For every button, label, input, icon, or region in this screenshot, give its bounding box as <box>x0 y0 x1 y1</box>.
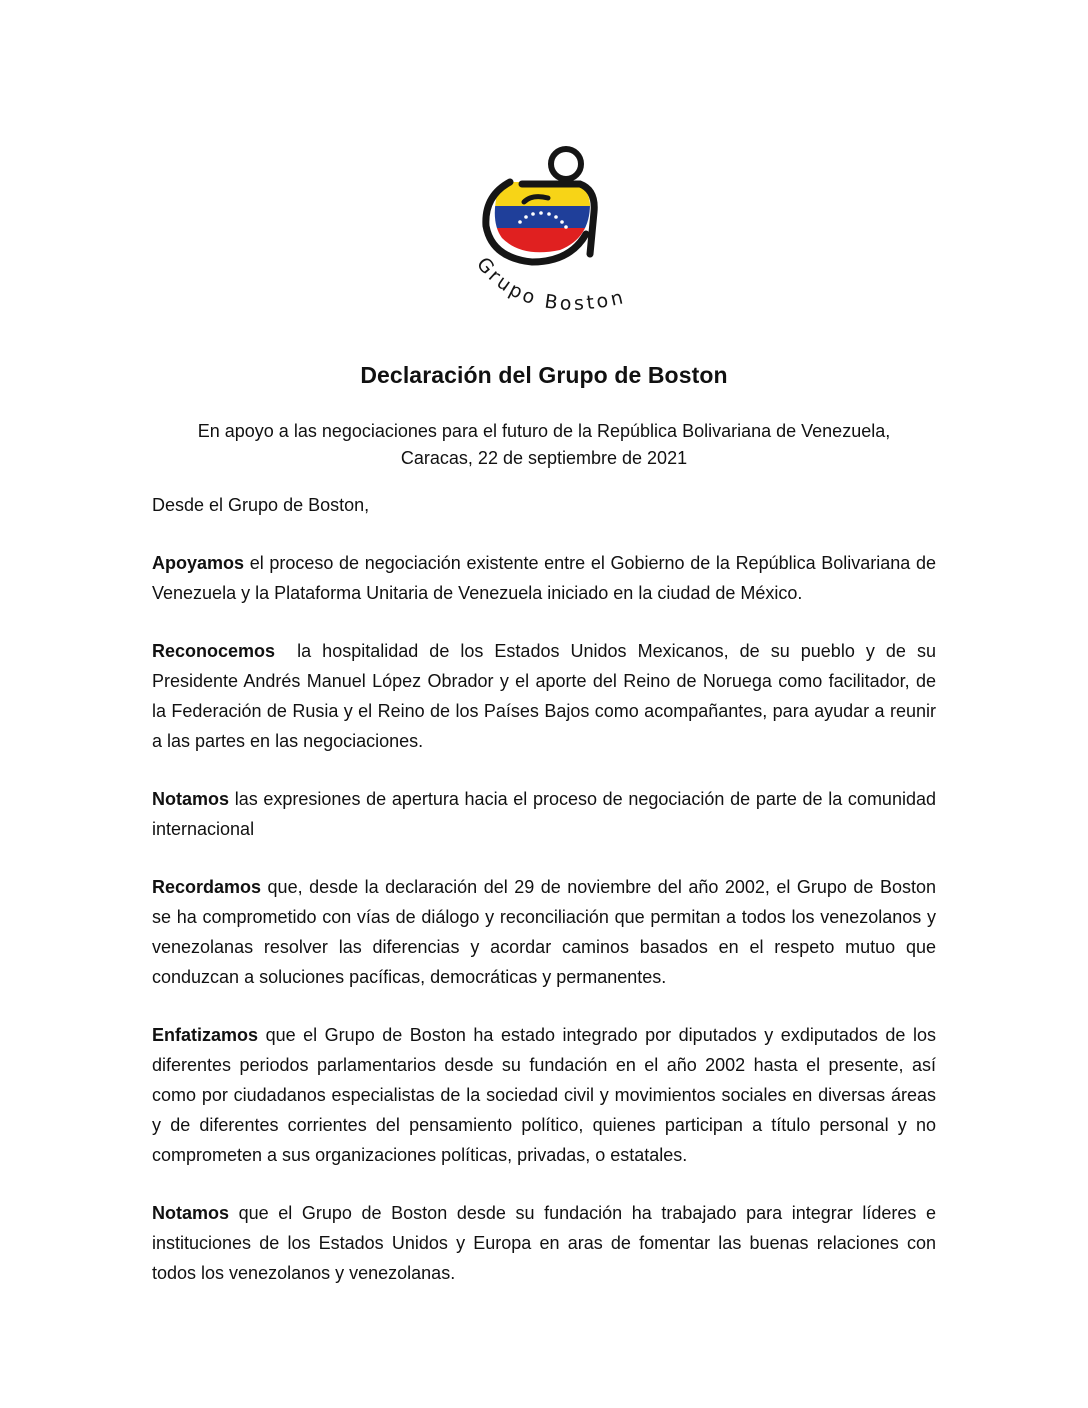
paragraph-text: la hospitalidad de los Estados Unidos Mexicanos, de su pueblo y de su Presidente Andrés Manuel López Obrador y el aporte del Reino de Noruega como facilitador, de la Federación de Rusia y el Reino de los Países Bajos como acompañantes, para ayudar a reunir a las partes en las negociaciones. <box>152 641 942 751</box>
document-title: Declaración del Grupo de Boston <box>360 362 728 388</box>
paragraph-text: que, desde la declaración del 29 de noviembre del año 2002, el Grupo de Boston se ha comprometido con vías de diálogo y reconciliación que permitan a todos los venezolanos y venezolanas resolver las diferencias y acordar caminos basados en el respeto mutuo que conduzcan a soluciones pacíficas, democráticas y permanentes. <box>152 877 936 987</box>
paragraph-lead: Enfatizamos <box>152 1025 259 1045</box>
greeting: Desde el Grupo de Boston, <box>152 495 370 515</box>
paragraph-reconocemos <box>152 636 942 756</box>
subtitle-line-2: Caracas, 22 de septiembre de 2021 <box>400 448 688 468</box>
paragraph-text: que el Grupo de Boston ha estado integrado por diputados y exdiputados de los diferentes periodos parlamentarios desde su fundación en el año 2002 hasta el presente, así como por ciudadanos especialistas de la sociedad civil y movimientos sociales en diversas áreas y de diferentes corrientes del pensamiento político, quienes participan a título personal y no comprometen a sus organizaciones políticas, privadas, o estatales. <box>152 1025 936 1165</box>
paragraph-recordamos <box>152 872 936 992</box>
paragraph-notamos-1 <box>152 784 936 844</box>
paragraph-lead: Apoyamos <box>152 553 245 573</box>
paragraph-text: las expresiones de apertura hacia el proceso de negociación de parte de la comunidad internacional <box>152 789 936 839</box>
head-circle-shape <box>551 149 581 179</box>
logo-wordmark: Grupo Boston <box>472 253 628 315</box>
paragraph-lead: Notamos <box>152 1203 230 1223</box>
document-body <box>152 490 942 1316</box>
grupo-boston-logo <box>462 138 628 338</box>
paragraph-enfatizamos <box>152 1020 936 1170</box>
document-subtitle <box>150 418 938 472</box>
paragraph-text: que el Grupo de Boston desde su fundación ha trabajado para integrar líderes e instituciones de los Estados Unidos y Europa en aras de fomentar las buenas relaciones con todos los venezolanos y venezolanas. <box>152 1203 936 1283</box>
subtitle-line-1: En apoyo a las negociaciones para el futuro de la República Bolivariana de Venezuela, <box>197 421 891 441</box>
paragraph-notamos-2 <box>152 1198 936 1288</box>
paragraph-text: el proceso de negociación existente entre el Gobierno de la República Bolivariana de Venezuela y la Plataforma Unitaria de Venezuela iniciado en la ciudad de México. <box>152 553 936 603</box>
paragraph-apoyamos <box>152 548 936 608</box>
paragraph-lead: Recordamos <box>152 877 262 897</box>
paragraph-lead: Notamos <box>152 789 230 809</box>
logo-graphic <box>462 138 628 338</box>
paragraph-lead: Reconocemos <box>152 641 276 661</box>
